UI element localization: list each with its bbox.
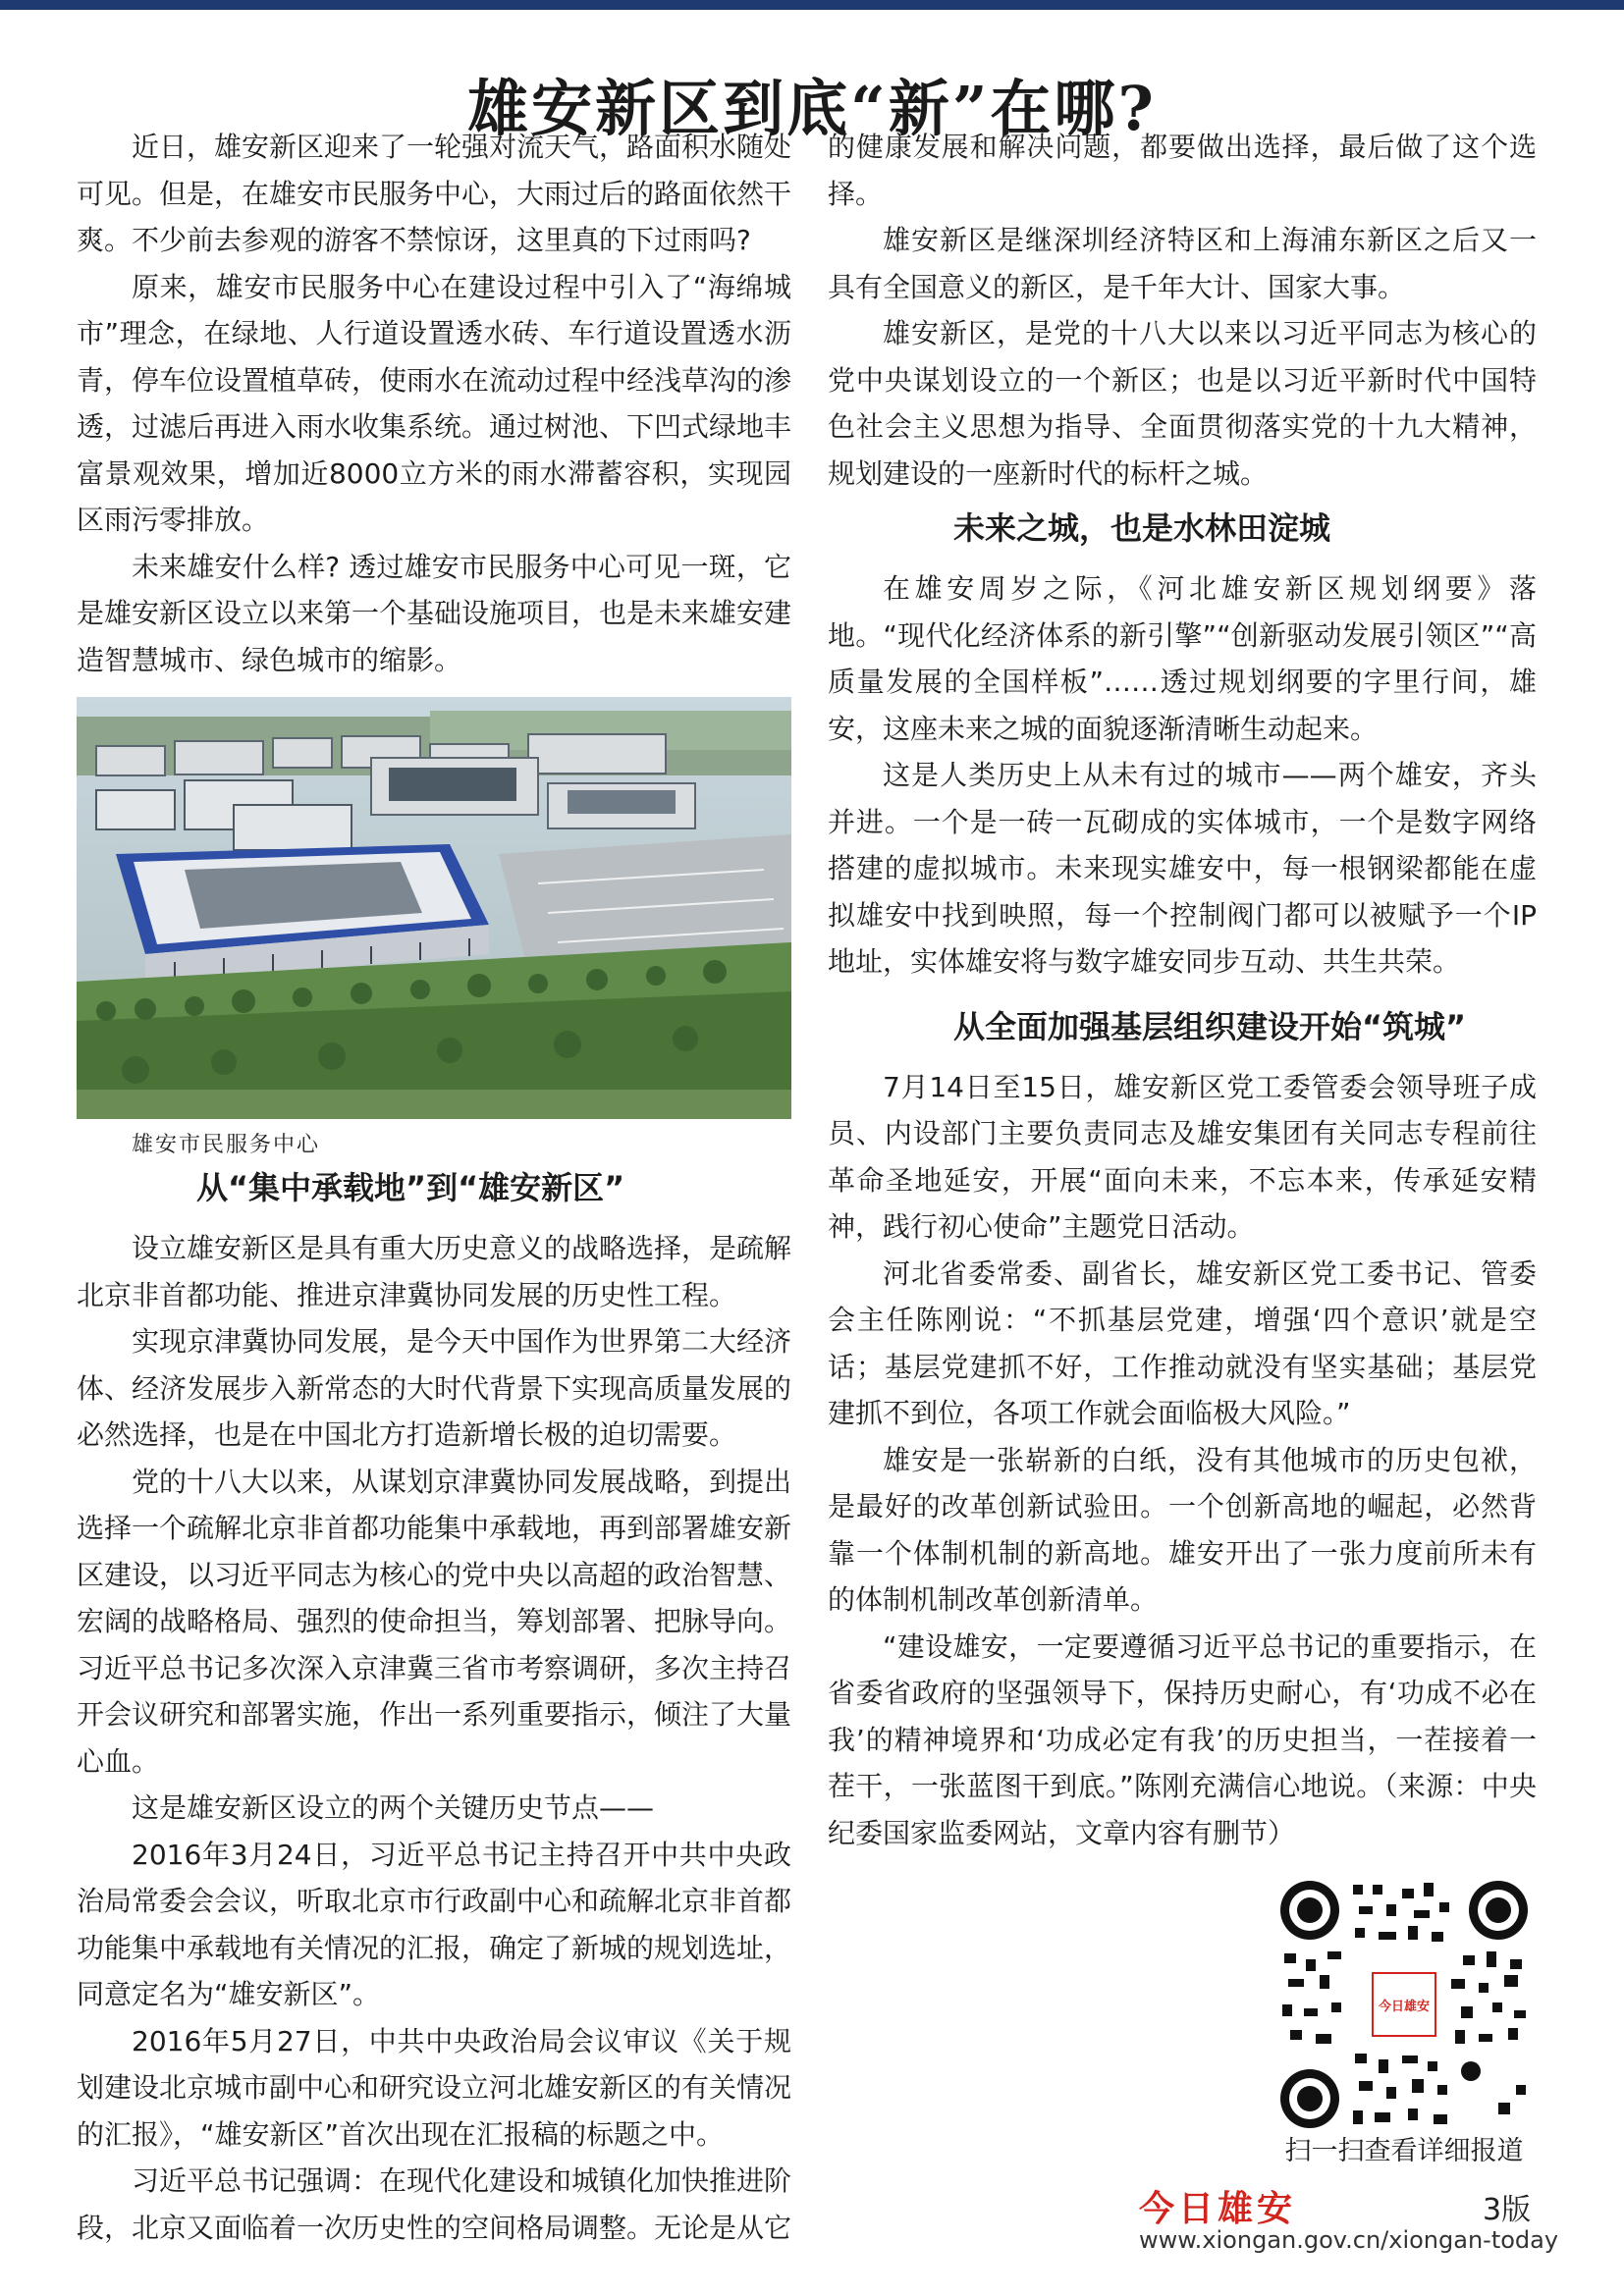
article-title: 雄安新区到底“新”在哪? bbox=[467, 72, 1157, 144]
qr-center-logo: 今日雄安 bbox=[1378, 2000, 1431, 2014]
subheading: 从全面加强基层组织建设开始“筑城” bbox=[953, 1007, 1467, 1045]
body-paragraph: 原来，雄安市民服务中心在建设过程中引入了“海绵城市”理念，在绿地、人行道设置透水砖、车行道设置透水沥青，停车位设置植草砖，使雨水在流动过程中经浅草沟的渗透，过滤后再进入雨水收集系统。通过树池、下凹式绿地丰富景观效果，增加近8000立方米的雨水滞蓄容积，实现园区雨污零排放。 bbox=[77, 270, 792, 536]
right-column bbox=[828, 124, 1537, 1856]
subheading: 从“集中承载地”到“雄安新区” bbox=[196, 1169, 625, 1206]
body-paragraph: 雄安是一张崭新的白纸，没有其他城市的历史包袱，是最好的改革创新试验田。一个创新高地的崛起，必然背靠一个体制机制的新高地。雄安开出了一张力度前所未有的体制机制改革创新清单。 bbox=[828, 1443, 1537, 1616]
brand-logo: 今日雄安 bbox=[1139, 2188, 1297, 2229]
body-paragraph: 7月14日至15日，雄安新区党工委管委会领导班子成员、内设部门主要负责同志及雄安集团有关同志专程前往革命圣地延安，开展“面向未来，不忘本来，传承延安精神，践行初心使命”主题党日活动。 bbox=[828, 1070, 1537, 1243]
subheading: 未来之城，也是水林田淀城 bbox=[953, 509, 1331, 547]
qr-code[interactable] bbox=[1276, 1877, 1532, 2132]
body-paragraph: 这是人类历史上从未有过的城市——两个雄安，齐头并进。一个是一砖一瓦砌成的实体城市，一个是数字网络搭建的虚拟城市。未来现实雄安中，每一根钢梁都能在虚拟雄安中找到映照，每一个控制阀门都可以被赋予一个IP地址，实体雄安将与数字雄安同步互动、共生共荣。 bbox=[828, 759, 1537, 978]
body-paragraph: 设立雄安新区是具有重大历史意义的战略选择，是疏解北京非首都功能、推进京津冀协同发展的历史性工程。 bbox=[77, 1232, 792, 1311]
body-paragraph: 党的十八大以来，从谋划京津冀协同发展战略，到提出选择一个疏解北京非首都功能集中承载地，再到部署雄安新区建设，以习近平同志为核心的党中央以高超的政治智慧、宏阔的战略格局、强烈的使命担当，筹划部署、把脉导向。习近平总书记多次深入京津冀三省市考察调研，多次主持召开会议研究和部署实施，作出一系列重要指示，倾注了大量心血。 bbox=[77, 1465, 792, 1778]
body-paragraph: 近日，雄安新区迎来了一轮强对流天气，路面积水随处可见。但是，在雄安市民服务中心，大雨过后的路面依然干爽。不少前去参观的游客不禁惊讶，这里真的下过雨吗? bbox=[77, 131, 792, 256]
citizen-service-center-photo bbox=[77, 697, 791, 1119]
body-paragraph: 雄安新区是继深圳经济特区和上海浦东新区之后又一具有全国意义的新区，是千年大计、国家大事。 bbox=[828, 224, 1537, 303]
body-paragraph: 实现京津冀协同发展，是今天中国作为世界第二大经济体、经济发展步入新常态的大时代背景下实现高质量发展的必然选择，也是在中国北方打造新增长极的迫切需要。 bbox=[77, 1325, 792, 1451]
body-paragraph: 雄安新区，是党的十八大以来以习近平同志为核心的党中央谋划设立的一个新区；也是以习近平新时代中国特色社会主义思想为指导、全面贯彻落实党的十九大精神，规划建设的一座新时代的标杆之城。 bbox=[828, 317, 1537, 490]
body-paragraph: 河北省委常委、副省长，雄安新区党工委书记、管委会主任陈刚说：“不抓基层党建，增强‘四个意识’就是空话；基层党建抓不好，工作推动就没有坚实基础；基层党建抓不到位，各项工作就会面临极大风险。” bbox=[828, 1256, 1537, 1429]
body-paragraph: 2016年5月27日，中共中央政治局会议审议《关于规划建设北京城市副中心和研究设立河北雄安新区的有关情况的汇报》，“雄安新区”首次出现在汇报稿的标题之中。 bbox=[77, 2024, 792, 2151]
body-paragraph: 未来雄安什么样? 透过雄安市民服务中心可见一斑，它是雄安新区设立以来第一个基础设施项目，也是未来雄安建造智慧城市、绿色城市的缩影。 bbox=[77, 550, 792, 676]
body-paragraph: “建设雄安，一定要遵循习近平总书记的重要指示，在省委省政府的坚强领导下，保持历史耐心，有‘功成不必在我’的精神境界和‘功成必定有我’的历史担当，一茬接着一茬干，一张蓝图干到底。”陈刚充满信心地说。（来源：中央纪委国家监委网站，文章内容有删节） bbox=[828, 1629, 1537, 1849]
left-column bbox=[77, 124, 791, 2251]
page-number: 3版 bbox=[1483, 2193, 1532, 2227]
body-paragraph: 习近平总书记强调：在现代化建设和城镇化加快推进阶段，北京又面临着一次历史性的空间格局调整。无论是从它 bbox=[77, 2164, 792, 2244]
top-color-bar bbox=[0, 0, 1624, 10]
site-url[interactable]: www.xiongan.gov.cn/xiongan-today bbox=[1139, 2226, 1559, 2254]
body-paragraph: 在雄安周岁之际，《河北雄安新区规划纲要》落地。“现代化经济体系的新引擎”“创新驱动发展引领区”“高质量发展的全国样板”……透过规划纲要的字里行间，雄安，这座未来之城的面貌逐渐清晰生动起来。 bbox=[828, 572, 1537, 745]
body-paragraph: 这是雄安新区设立的两个关键历史节点—— bbox=[132, 1791, 655, 1824]
body-paragraph: 的健康发展和解决问题，都要做出选择，最后做了这个选择。 bbox=[828, 131, 1537, 210]
qr-caption: 扫一扫查看详细报道 bbox=[1284, 2136, 1524, 2166]
photo-caption: 雄安市民服务中心 bbox=[132, 1133, 321, 1157]
body-paragraph: 2016年3月24日，习近平总书记主持召开中共中央政治局常委会会议，听取北京市行政副中心和疏解北京非首都功能集中承载地有关情况的汇报，确定了新城的规划选址，同意定名为“雄安新区”。 bbox=[77, 1838, 792, 2010]
